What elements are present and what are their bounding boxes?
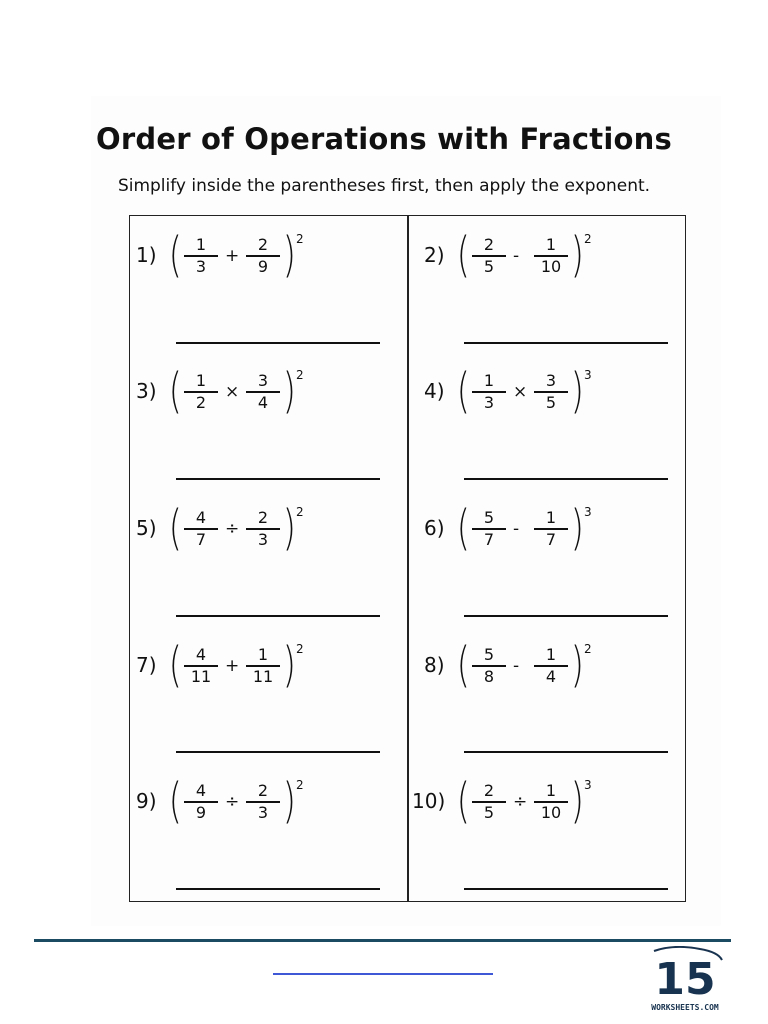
answer-line[interactable] [464,478,668,480]
fraction [534,372,568,412]
right-parenthesis: ) [570,637,584,693]
numerator: 1 [257,645,269,664]
problem-number: 1) [136,243,157,267]
numerator: 4 [195,781,207,800]
left-parenthesis: ( [168,227,182,283]
right-parenthesis: ) [570,773,584,829]
fraction [534,509,568,549]
denominator: 3 [257,802,269,822]
numerator: 1 [545,508,557,527]
footer-link[interactable] [273,973,493,975]
right-parenthesis: ) [570,363,584,419]
exponent: 3 [584,368,592,382]
numerator: 2 [483,235,495,254]
right-parenthesis: ) [570,500,584,556]
left-parenthesis: ( [456,500,470,556]
numerator: 2 [257,508,269,527]
fraction [184,646,218,686]
right-parenthesis: ) [282,227,296,283]
problem-number: 8) [424,653,445,677]
answer-line[interactable] [464,888,668,890]
fraction [472,236,506,276]
denominator: 11 [252,666,274,686]
fraction [184,372,218,412]
problem-number: 7) [136,653,157,677]
denominator: 5 [483,802,495,822]
fraction [472,372,506,412]
right-parenthesis: ) [282,363,296,419]
fraction [534,646,568,686]
problem-number: 10) [412,789,446,813]
fraction [472,509,506,549]
numerator: 2 [483,781,495,800]
fraction [246,509,280,549]
denominator: 2 [195,392,207,412]
left-parenthesis: ( [456,227,470,283]
problem-item [136,500,396,565]
exponent: 2 [296,368,304,382]
denominator: 7 [195,529,207,549]
page-title: Order of Operations with Fractions [96,122,672,156]
footer-rule [34,939,731,942]
operator: × [513,382,528,402]
exponent: 2 [296,778,304,792]
fraction [246,782,280,822]
exponent: 3 [584,505,592,519]
left-parenthesis: ( [168,363,182,419]
problem-number: 3) [136,379,157,403]
left-parenthesis: ( [456,363,470,419]
instructions: Simplify inside the parentheses first, then apply the exponent. [117,176,651,196]
fraction [472,782,506,822]
right-parenthesis: ) [282,500,296,556]
fraction [472,646,506,686]
numerator: 1 [483,371,495,390]
numerator: 1 [195,371,207,390]
numerator: 3 [545,371,557,390]
numerator: 1 [545,781,557,800]
problem-item [136,773,396,838]
answer-line[interactable] [464,342,668,344]
numerator: 1 [545,645,557,664]
exponent: 2 [584,232,592,246]
denominator: 5 [483,256,495,276]
denominator: 3 [257,529,269,549]
denominator: 4 [257,392,269,412]
numerator: 2 [257,781,269,800]
left-parenthesis: ( [168,773,182,829]
numerator: 1 [545,235,557,254]
fraction [246,372,280,412]
numerator: 5 [483,645,495,664]
answer-line[interactable] [176,751,380,753]
exponent: 2 [296,505,304,519]
problem-number: 5) [136,516,157,540]
answer-line[interactable] [464,751,668,753]
numerator: 1 [195,235,207,254]
denominator: 11 [190,666,212,686]
denominator: 10 [540,256,562,276]
right-parenthesis: ) [282,773,296,829]
numerator: 4 [195,508,207,527]
answer-line[interactable] [176,615,380,617]
left-parenthesis: ( [168,637,182,693]
column-divider [407,215,409,902]
operator: - [513,656,520,676]
problem-item [136,227,396,292]
problem-number: 9) [136,789,157,813]
denominator: 10 [540,802,562,822]
denominator: 3 [195,256,207,276]
operator: - [513,246,520,266]
logo-text: WORKSHEETS.COM [651,1003,719,1012]
problem-item [424,500,684,565]
denominator: 3 [483,392,495,412]
left-parenthesis: ( [456,773,470,829]
exponent: 2 [296,232,304,246]
operator: + [225,656,240,676]
answer-line[interactable] [176,478,380,480]
denominator: 9 [257,256,269,276]
left-parenthesis: ( [456,637,470,693]
operator: ÷ [225,519,240,539]
fraction [534,236,568,276]
numerator: 2 [257,235,269,254]
denominator: 9 [195,802,207,822]
fraction [184,509,218,549]
problem-number: 6) [424,516,445,540]
operator: ÷ [513,792,528,812]
fraction [246,236,280,276]
denominator: 4 [545,666,557,686]
numerator: 4 [195,645,207,664]
exponent: 2 [584,642,592,656]
numerator: 3 [257,371,269,390]
operator: - [513,519,520,539]
fraction [184,236,218,276]
fraction [534,782,568,822]
problem-item [424,363,684,428]
denominator: 7 [545,529,557,549]
left-parenthesis: ( [168,500,182,556]
right-parenthesis: ) [570,227,584,283]
problem-item [136,637,396,702]
exponent: 3 [584,778,592,792]
answer-line[interactable] [176,342,380,344]
denominator: 8 [483,666,495,686]
operator: + [225,246,240,266]
numerator: 5 [483,508,495,527]
problem-item [424,227,684,292]
denominator: 7 [483,529,495,549]
problem-number: 2) [424,243,445,267]
problem-item [136,363,396,428]
denominator: 5 [545,392,557,412]
right-parenthesis: ) [282,637,296,693]
answer-line[interactable] [176,888,380,890]
fraction [184,782,218,822]
fraction [246,646,280,686]
exponent: 2 [296,642,304,656]
problem-item [424,637,684,702]
logo-number: 15 [654,954,716,1005]
problem-item [412,773,684,838]
answer-line[interactable] [464,615,668,617]
problem-number: 4) [424,379,445,403]
operator: ÷ [225,792,240,812]
site-logo[interactable] [640,946,730,1014]
operator: × [225,382,240,402]
